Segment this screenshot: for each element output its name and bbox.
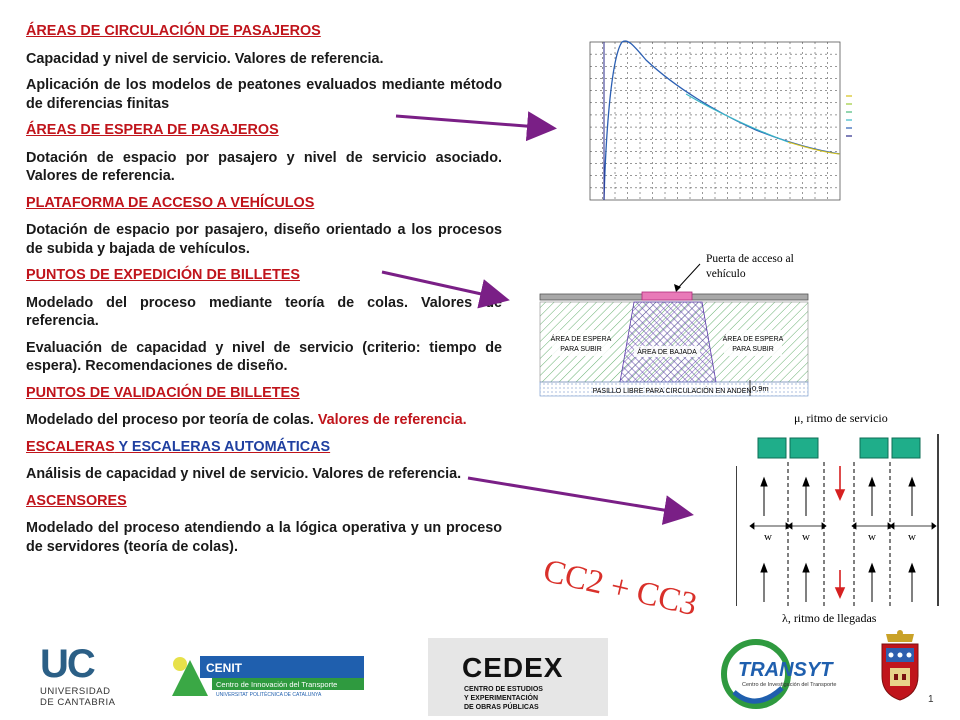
- cenit-circle: [173, 657, 187, 671]
- paragraph-ticket-sales-1: Modelado del proceso mediante teoría de colas. Valores de referencia.: [26, 294, 502, 329]
- door-label-line2: vehículo: [706, 268, 746, 280]
- transyt-logo: [716, 634, 850, 714]
- server-box: [790, 438, 818, 458]
- heading-circulation[interactable]: ÁREAS DE CIRCULACIÓN DE PASAJEROS: [26, 23, 321, 39]
- uc-mark: UC: [40, 642, 94, 686]
- width-label: w: [764, 531, 772, 543]
- heading-ticket-sales[interactable]: PUNTOS DE EXPEDICIÓN DE BILLETES: [26, 267, 300, 283]
- paragraph-circulation-2: Aplicación de los modelos de peatones evaluados mediante método de diferencias finitas: [26, 77, 502, 112]
- heading-stairs-part2: Y ESCALERAS AUTOMÁTICAS: [114, 438, 331, 455]
- arrow-to-platform: [382, 272, 504, 299]
- cenit-title: CENIT: [206, 661, 242, 675]
- right-waiting-label-1: ÁREA DE ESPERA: [722, 336, 784, 343]
- alighting-label: ÁREA DE BAJADA: [637, 349, 697, 356]
- cedex-line2: Y EXPERIMENTACIÓN: [464, 695, 539, 702]
- cedex-mark: CEDEX: [462, 652, 564, 683]
- measure-label: 0,9m: [752, 384, 769, 393]
- queue-diagram: [736, 406, 946, 626]
- width-label: w: [908, 531, 916, 543]
- vehicle-door: [642, 292, 692, 300]
- alighting-area: [620, 302, 716, 382]
- server-box: [860, 438, 888, 458]
- uc-line1: UNIVERSIDAD: [40, 686, 111, 697]
- flow-density-chart-thumbnail: [566, 36, 860, 220]
- coat-of-arms-icon: [876, 628, 924, 704]
- server-box: [758, 438, 786, 458]
- validation-text-red: Valores de referencia.: [317, 412, 467, 428]
- chart-plot-area: [590, 42, 840, 200]
- heading-stairs-part1: ESCALERAS: [26, 438, 115, 455]
- uc-line2: DE CANTABRIA: [40, 697, 116, 708]
- cedex-logo: [428, 638, 608, 716]
- width-label: w: [802, 531, 810, 543]
- flow-arrows: [761, 478, 915, 602]
- heading-elevators[interactable]: ASCENSORES: [26, 492, 127, 509]
- paragraph-waiting-areas: Dotación de espacio por pasajero y nivel de servicio asociado. Valores de referencia.: [26, 149, 502, 184]
- service-rate-label: μ, ritmo de servicio: [794, 411, 888, 425]
- arrow-to-chart: [396, 116, 551, 128]
- alighting-arrows: [836, 466, 844, 597]
- heading-platform-access[interactable]: PLATAFORMA DE ACCESO A VEHÍCULOS: [26, 194, 315, 211]
- right-waiting-label-2: PARA SUBIR: [732, 346, 774, 353]
- paragraph-platform-access: Dotación de espacio por pasajero, diseño orientado a los procesos de subida y bajada de vehículos.: [26, 222, 502, 257]
- stamp-cc2-cc3: CC2 + CC3: [539, 553, 701, 624]
- page-number: 1: [928, 694, 934, 705]
- cedex-line1: CENTRO DE ESTUDIOS: [464, 686, 543, 693]
- arrow-to-queue: [468, 478, 688, 514]
- platform-diagram: [538, 250, 810, 406]
- cenit-university: UNIVERSITAT POLITÈCNICA DE CATALUNYA: [216, 692, 322, 698]
- transyt-mark: TRANSYT: [738, 659, 833, 681]
- cenit-subtitle: Centro de Innovación del Transporte: [216, 680, 338, 689]
- heading-waiting-areas[interactable]: ÁREAS DE ESPERA DE PASAJEROS: [26, 122, 279, 138]
- server-box: [892, 438, 920, 458]
- cenit-logo: [168, 650, 366, 698]
- uc-logo: [40, 644, 120, 712]
- door-label-line1: Puerta de acceso al: [706, 253, 794, 265]
- paragraph-circulation-1: Capacidad y nivel de servicio. Valores de referencia.: [26, 50, 384, 67]
- cedex-line3: DE OBRAS PÚBLICAS: [464, 704, 539, 711]
- transyt-subtitle: Centro de Investigación del Transporte: [742, 682, 837, 688]
- width-label: w: [868, 531, 876, 543]
- left-waiting-label-1: ÁREA DE ESPERA: [550, 336, 612, 343]
- walkway-label: PASILLO LIBRE PARA CIRCULACIÓN EN ANDEN: [592, 388, 752, 395]
- left-waiting-label-2: PARA SUBIR: [560, 346, 602, 353]
- paragraph-ticket-sales-2: Evaluación de capacidad y nivel de servicio (criterio: tiempo de espera). Recomendaciones de diseño.: [26, 339, 502, 374]
- paragraph-elevators: Modelado del proceso atendiendo a la lógica operativa y un proceso de servidores (teoría de colas).: [26, 520, 502, 555]
- paragraph-stairs: Análisis de capacidad y nivel de servicio. Valores de referencia.: [26, 466, 462, 482]
- heading-ticket-validation[interactable]: PUNTOS DE VALIDACIÓN DE BILLETES: [26, 384, 300, 401]
- arrival-rate-label: λ, ritmo de llegadas: [782, 611, 877, 625]
- validation-text-normal: Modelado del proceso por teoría de colas.: [26, 412, 318, 428]
- width-markers: [750, 523, 936, 529]
